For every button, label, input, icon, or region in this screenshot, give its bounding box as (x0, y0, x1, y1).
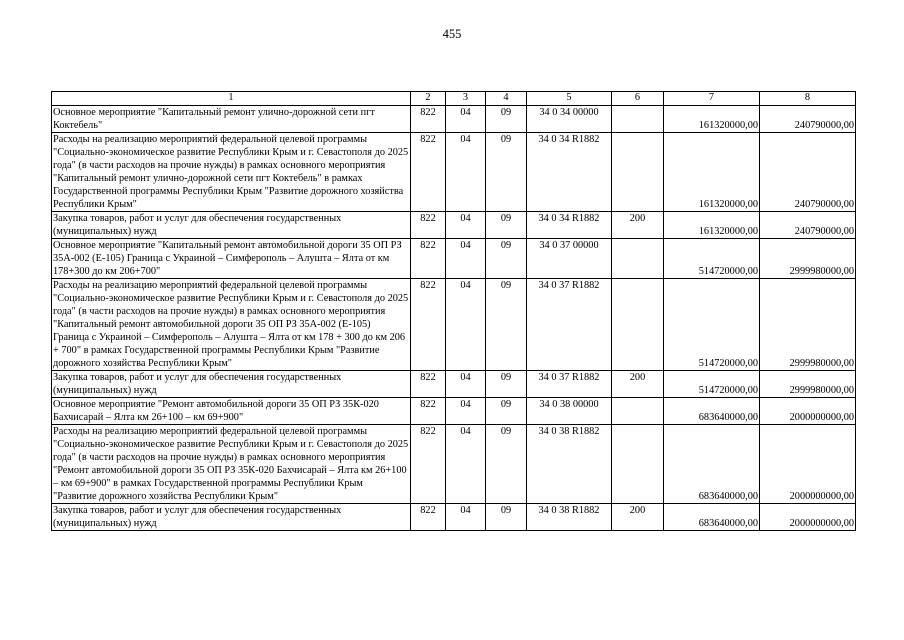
row-subsection: 09 (486, 425, 527, 504)
header-col-5: 5 (527, 92, 612, 106)
row-grbs: 822 (411, 398, 446, 425)
row-target-code: 34 0 34 00000 (527, 106, 612, 133)
row-sum-1: 683640000,00 (664, 398, 760, 425)
row-sum-2: 2000000000,00 (760, 425, 856, 504)
row-grbs: 822 (411, 371, 446, 398)
row-target-code: 34 0 37 R1882 (527, 371, 612, 398)
page-number: 455 (442, 27, 462, 41)
row-target-code: 34 0 37 00000 (527, 239, 612, 279)
table-row (52, 504, 856, 531)
row-target-code: 34 0 38 R1882 (527, 425, 612, 504)
row-section: 04 (446, 239, 486, 279)
header-col-8: 8 (760, 92, 856, 106)
row-section: 04 (446, 279, 486, 371)
row-expense-type (612, 279, 664, 371)
row-expense-type: 200 (612, 504, 664, 531)
row-target-code: 34 0 38 R1882 (527, 504, 612, 531)
row-expense-type: 200 (612, 212, 664, 239)
table-row (52, 239, 856, 279)
row-subsection: 09 (486, 106, 527, 133)
row-expense-type (612, 425, 664, 504)
header-col-3: 3 (446, 92, 486, 106)
row-name: Основное мероприятие "Капитальный ремонт улично-дорожной сети пгт Коктебель" (52, 106, 411, 133)
row-subsection: 09 (486, 504, 527, 531)
row-section: 04 (446, 504, 486, 531)
row-section: 04 (446, 133, 486, 212)
row-sum-2: 2000000000,00 (760, 398, 856, 425)
table-row (52, 106, 856, 133)
row-name: Основное мероприятие "Ремонт автомобильной дороги 35 ОП РЗ 35К-020 Бахчисарай – Ялта км 26+100 – км 69+900" (52, 398, 411, 425)
row-sum-1: 161320000,00 (664, 212, 760, 239)
row-sum-1: 161320000,00 (664, 133, 760, 212)
row-target-code: 34 0 34 R1882 (527, 133, 612, 212)
header-col-4: 4 (486, 92, 527, 106)
row-sum-1: 683640000,00 (664, 425, 760, 504)
table-row (52, 133, 856, 212)
row-sum-2: 2999980000,00 (760, 239, 856, 279)
row-subsection: 09 (486, 239, 527, 279)
row-expense-type (612, 106, 664, 133)
row-subsection: 09 (486, 133, 527, 212)
row-sum-2: 240790000,00 (760, 106, 856, 133)
row-subsection: 09 (486, 212, 527, 239)
table-row (52, 212, 856, 239)
row-grbs: 822 (411, 239, 446, 279)
row-grbs: 822 (411, 133, 446, 212)
header-col-1: 1 (52, 92, 411, 106)
budget-table (51, 91, 856, 531)
row-sum-2: 2999980000,00 (760, 371, 856, 398)
row-section: 04 (446, 371, 486, 398)
row-sum-2: 2999980000,00 (760, 279, 856, 371)
row-subsection: 09 (486, 398, 527, 425)
row-section: 04 (446, 398, 486, 425)
row-sum-2: 240790000,00 (760, 133, 856, 212)
row-name: Закупка товаров, работ и услуг для обеспечения государственных (муниципальных) нужд (52, 371, 411, 398)
row-name: Закупка товаров, работ и услуг для обеспечения государственных (муниципальных) нужд (52, 504, 411, 531)
header-col-6: 6 (612, 92, 664, 106)
row-target-code: 34 0 34 R1882 (527, 212, 612, 239)
row-name: Расходы на реализацию мероприятий федеральной целевой программы "Социально-экономическое развитие Республики Крым и г. Севастополя до 2025 года" (в части расходов на прочие нужды) в рамках основного мероприятия "Ремонт автомобильной дороги 35 ОП РЗ 35К-020 Бахчисарай – Ялта км 26+100 – км 69+900" в рамках Государственной программы Республики Крым "Развитие дорожного хозяйства Республики Крым" (52, 425, 411, 504)
row-target-code: 34 0 38 00000 (527, 398, 612, 425)
row-target-code: 34 0 37 R1882 (527, 279, 612, 371)
row-subsection: 09 (486, 371, 527, 398)
header-col-2: 2 (411, 92, 446, 106)
row-expense-type (612, 239, 664, 279)
table-row (52, 371, 856, 398)
row-expense-type (612, 133, 664, 212)
row-grbs: 822 (411, 212, 446, 239)
row-grbs: 822 (411, 106, 446, 133)
table-row (52, 279, 856, 371)
row-name: Основное мероприятие "Капитальный ремонт автомобильной дороги 35 ОП РЗ 35А-002 (Е-105) Граница с Украиной – Симферополь – Алушта – Ялта от км 178+300 до км 206+700" (52, 239, 411, 279)
row-section: 04 (446, 212, 486, 239)
row-grbs: 822 (411, 425, 446, 504)
row-name: Расходы на реализацию мероприятий федеральной целевой программы "Социально-экономическое развитие Республики Крым и г. Севастополя до 2025 года" (в части расходов на прочие нужды) в рамках основного мероприятия "Капитальный ремонт автомобильной дороги 35 ОП РЗ 35А-002 (Е-105) Граница с Украиной – Симферополь – Алушта – Ялта от км 178 + 300 до км 206 + 700" в рамках Государственной программы Республики Крым "Развитие дорожного хозяйства Республики Крым" (52, 279, 411, 371)
row-sum-2: 2000000000,00 (760, 504, 856, 531)
row-grbs: 822 (411, 279, 446, 371)
header-col-7: 7 (664, 92, 760, 106)
row-section: 04 (446, 425, 486, 504)
row-expense-type: 200 (612, 371, 664, 398)
row-expense-type (612, 398, 664, 425)
row-sum-1: 514720000,00 (664, 279, 760, 371)
row-name: Закупка товаров, работ и услуг для обеспечения государственных (муниципальных) нужд (52, 212, 411, 239)
table-row (52, 425, 856, 504)
table-row (52, 398, 856, 425)
row-sum-1: 514720000,00 (664, 239, 760, 279)
row-sum-2: 240790000,00 (760, 212, 856, 239)
row-sum-1: 683640000,00 (664, 504, 760, 531)
row-name: Расходы на реализацию мероприятий федеральной целевой программы "Социально-экономическое развитие Республики Крым и г. Севастополя до 2025 года" (в части расходов на прочие нужды) в рамках основного мероприятия "Капитальный ремонт улично-дорожной сети пгт Коктебель" в рамках Государственной программы Республики Крым "Развитие дорожного хозяйства Республики Крым" (52, 133, 411, 212)
header-row (52, 92, 856, 106)
row-sum-1: 514720000,00 (664, 371, 760, 398)
row-subsection: 09 (486, 279, 527, 371)
row-sum-1: 161320000,00 (664, 106, 760, 133)
row-section: 04 (446, 106, 486, 133)
row-grbs: 822 (411, 504, 446, 531)
